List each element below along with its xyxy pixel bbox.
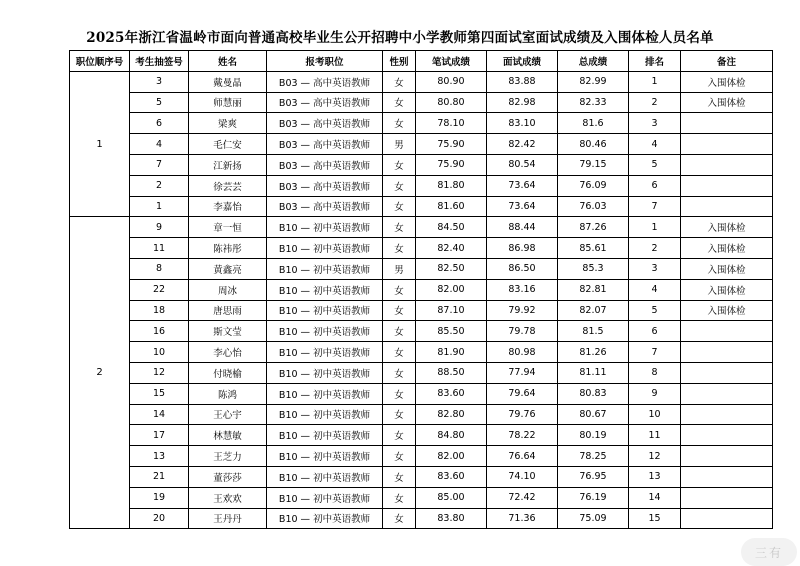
interview-score-cell: 83.88 <box>487 71 558 92</box>
rank-cell: 1 <box>629 217 681 238</box>
draw-number-cell: 9 <box>130 217 189 238</box>
remarks-cell: 入围体检 <box>681 300 773 321</box>
written-score-cell: 81.90 <box>416 342 487 363</box>
header-rank: 排名 <box>629 51 681 72</box>
candidate-name-cell: 王欢欢 <box>189 487 267 508</box>
written-score-cell: 82.50 <box>416 258 487 279</box>
candidate-name-cell: 陈祎彤 <box>189 238 267 259</box>
gender-cell: 女 <box>383 425 416 446</box>
table-row <box>70 113 773 134</box>
written-score-cell: 81.80 <box>416 175 487 196</box>
rank-cell: 7 <box>629 342 681 363</box>
position-cell: B10 — 初中英语教师 <box>267 321 383 342</box>
total-score-cell: 76.19 <box>558 487 629 508</box>
total-score-cell: 75.09 <box>558 508 629 529</box>
position-cell: B03 — 高中英语教师 <box>267 71 383 92</box>
table-row <box>70 321 773 342</box>
candidate-name-cell: 戴曼晶 <box>189 71 267 92</box>
interview-score-cell: 73.64 <box>487 175 558 196</box>
remarks-cell <box>681 321 773 342</box>
remarks-cell <box>681 175 773 196</box>
written-score-cell: 81.60 <box>416 196 487 217</box>
remarks-cell: 入围体检 <box>681 258 773 279</box>
rank-cell: 8 <box>629 362 681 383</box>
table-row <box>70 342 773 363</box>
remarks-cell <box>681 154 773 175</box>
total-score-cell: 81.11 <box>558 362 629 383</box>
table-row <box>70 196 773 217</box>
written-score-cell: 80.90 <box>416 71 487 92</box>
candidate-name-cell: 陈鸿 <box>189 383 267 404</box>
interview-score-cell: 88.44 <box>487 217 558 238</box>
candidate-name-cell: 王丹丹 <box>189 508 267 529</box>
written-score-cell: 82.80 <box>416 404 487 425</box>
candidate-name-cell: 黄鑫亮 <box>189 258 267 279</box>
gender-cell: 女 <box>383 446 416 467</box>
gender-cell: 女 <box>383 404 416 425</box>
position-cell: B10 — 初中英语教师 <box>267 300 383 321</box>
gender-cell: 女 <box>383 342 416 363</box>
interview-score-cell: 83.10 <box>487 113 558 134</box>
candidate-name-cell: 章一恒 <box>189 217 267 238</box>
draw-number-cell: 8 <box>130 258 189 279</box>
total-score-cell: 80.46 <box>558 134 629 155</box>
interview-score-cell: 79.76 <box>487 404 558 425</box>
remarks-cell <box>681 487 773 508</box>
remarks-cell: 入围体检 <box>681 217 773 238</box>
total-score-cell: 85.3 <box>558 258 629 279</box>
remarks-cell <box>681 508 773 529</box>
written-score-cell: 80.80 <box>416 92 487 113</box>
gender-cell: 女 <box>383 113 416 134</box>
candidate-name-cell: 梁爽 <box>189 113 267 134</box>
total-score-cell: 82.33 <box>558 92 629 113</box>
written-score-cell: 82.00 <box>416 279 487 300</box>
interview-score-cell: 80.98 <box>487 342 558 363</box>
header-draw-number: 考生抽签号 <box>130 51 189 72</box>
remarks-cell <box>681 362 773 383</box>
gender-cell: 女 <box>383 508 416 529</box>
gender-cell: 女 <box>383 466 416 487</box>
position-cell: B03 — 高中英语教师 <box>267 92 383 113</box>
draw-number-cell: 12 <box>130 362 189 383</box>
draw-number-cell: 17 <box>130 425 189 446</box>
table-row <box>70 92 773 113</box>
results-table <box>69 50 773 529</box>
interview-score-cell: 71.36 <box>487 508 558 529</box>
rank-cell: 7 <box>629 196 681 217</box>
position-cell: B10 — 初中英语教师 <box>267 217 383 238</box>
table-row <box>70 134 773 155</box>
rank-cell: 13 <box>629 466 681 487</box>
candidate-name-cell: 江新扬 <box>189 154 267 175</box>
position-cell: B10 — 初中英语教师 <box>267 383 383 404</box>
position-seq-cell: 1 <box>70 71 130 217</box>
gender-cell: 女 <box>383 279 416 300</box>
interview-score-cell: 76.64 <box>487 446 558 467</box>
draw-number-cell: 10 <box>130 342 189 363</box>
rank-cell: 6 <box>629 321 681 342</box>
position-cell: B10 — 初中英语教师 <box>267 258 383 279</box>
remarks-cell <box>681 342 773 363</box>
rank-cell: 3 <box>629 113 681 134</box>
interview-score-cell: 82.42 <box>487 134 558 155</box>
table-row <box>70 446 773 467</box>
gender-cell: 女 <box>383 71 416 92</box>
candidate-name-cell: 师慧丽 <box>189 92 267 113</box>
remarks-cell: 入围体检 <box>681 279 773 300</box>
total-score-cell: 81.6 <box>558 113 629 134</box>
total-score-cell: 80.67 <box>558 404 629 425</box>
gender-cell: 女 <box>383 154 416 175</box>
table-row <box>70 487 773 508</box>
rank-cell: 12 <box>629 446 681 467</box>
position-cell: B10 — 初中英语教师 <box>267 466 383 487</box>
interview-score-cell: 79.78 <box>487 321 558 342</box>
remarks-cell <box>681 134 773 155</box>
total-score-cell: 80.83 <box>558 383 629 404</box>
remarks-cell: 入围体检 <box>681 238 773 259</box>
remarks-cell <box>681 404 773 425</box>
position-cell: B10 — 初中英语教师 <box>267 508 383 529</box>
written-score-cell: 87.10 <box>416 300 487 321</box>
table-row <box>70 362 773 383</box>
interview-score-cell: 82.98 <box>487 92 558 113</box>
draw-number-cell: 6 <box>130 113 189 134</box>
candidate-name-cell: 周冰 <box>189 279 267 300</box>
position-cell: B10 — 初中英语教师 <box>267 487 383 508</box>
rank-cell: 10 <box>629 404 681 425</box>
draw-number-cell: 21 <box>130 466 189 487</box>
header-total-score: 总成绩 <box>558 51 629 72</box>
draw-number-cell: 13 <box>130 446 189 467</box>
table-row <box>70 71 773 92</box>
rank-cell: 5 <box>629 300 681 321</box>
total-score-cell: 76.95 <box>558 466 629 487</box>
rank-cell: 2 <box>629 238 681 259</box>
interview-score-cell: 72.42 <box>487 487 558 508</box>
written-score-cell: 83.80 <box>416 508 487 529</box>
written-score-cell: 82.40 <box>416 238 487 259</box>
remarks-cell: 入围体检 <box>681 92 773 113</box>
gender-cell: 女 <box>383 196 416 217</box>
position-cell: B10 — 初中英语教师 <box>267 404 383 425</box>
written-score-cell: 84.50 <box>416 217 487 238</box>
written-score-cell: 83.60 <box>416 466 487 487</box>
rank-cell: 11 <box>629 425 681 446</box>
interview-score-cell: 83.16 <box>487 279 558 300</box>
gender-cell: 女 <box>383 383 416 404</box>
draw-number-cell: 18 <box>130 300 189 321</box>
written-score-cell: 85.50 <box>416 321 487 342</box>
header-position-seq: 职位顺序号 <box>70 51 130 72</box>
table-row <box>70 217 773 238</box>
interview-score-cell: 86.50 <box>487 258 558 279</box>
total-score-cell: 78.25 <box>558 446 629 467</box>
header-name: 姓名 <box>189 51 267 72</box>
header-remarks: 备注 <box>681 51 773 72</box>
table-row <box>70 300 773 321</box>
gender-cell: 女 <box>383 362 416 383</box>
candidate-name-cell: 王芝力 <box>189 446 267 467</box>
header-written-score: 笔试成绩 <box>416 51 487 72</box>
written-score-cell: 75.90 <box>416 134 487 155</box>
table-row <box>70 154 773 175</box>
draw-number-cell: 4 <box>130 134 189 155</box>
table-row <box>70 279 773 300</box>
table-row <box>70 383 773 404</box>
position-cell: B03 — 高中英语教师 <box>267 196 383 217</box>
remarks-cell <box>681 466 773 487</box>
table-header-row <box>70 51 773 72</box>
total-score-cell: 76.09 <box>558 175 629 196</box>
table-row <box>70 175 773 196</box>
gender-cell: 男 <box>383 134 416 155</box>
draw-number-cell: 5 <box>130 92 189 113</box>
rank-cell: 5 <box>629 154 681 175</box>
gender-cell: 女 <box>383 175 416 196</box>
total-score-cell: 82.81 <box>558 279 629 300</box>
draw-number-cell: 15 <box>130 383 189 404</box>
written-score-cell: 83.60 <box>416 383 487 404</box>
total-score-cell: 82.07 <box>558 300 629 321</box>
header-position: 报考职位 <box>267 51 383 72</box>
remarks-cell <box>681 446 773 467</box>
gender-cell: 女 <box>383 487 416 508</box>
position-cell: B03 — 高中英语教师 <box>267 154 383 175</box>
draw-number-cell: 19 <box>130 487 189 508</box>
written-score-cell: 75.90 <box>416 154 487 175</box>
rank-cell: 2 <box>629 92 681 113</box>
candidate-name-cell: 王心宇 <box>189 404 267 425</box>
position-cell: B03 — 高中英语教师 <box>267 134 383 155</box>
remarks-cell <box>681 113 773 134</box>
candidate-name-cell: 徐芸芸 <box>189 175 267 196</box>
position-cell: B10 — 初中英语教师 <box>267 279 383 300</box>
candidate-name-cell: 董莎莎 <box>189 466 267 487</box>
gender-cell: 女 <box>383 300 416 321</box>
rank-cell: 4 <box>629 279 681 300</box>
position-cell: B10 — 初中英语教师 <box>267 238 383 259</box>
draw-number-cell: 7 <box>130 154 189 175</box>
draw-number-cell: 1 <box>130 196 189 217</box>
watermark-logo: 三有 <box>741 538 797 566</box>
interview-score-cell: 78.22 <box>487 425 558 446</box>
total-score-cell: 82.99 <box>558 71 629 92</box>
interview-score-cell: 73.64 <box>487 196 558 217</box>
draw-number-cell: 14 <box>130 404 189 425</box>
interview-score-cell: 77.94 <box>487 362 558 383</box>
total-score-cell: 80.19 <box>558 425 629 446</box>
table-row <box>70 508 773 529</box>
table-row <box>70 466 773 487</box>
position-cell: B10 — 初中英语教师 <box>267 342 383 363</box>
position-cell: B10 — 初中英语教师 <box>267 362 383 383</box>
written-score-cell: 84.80 <box>416 425 487 446</box>
candidate-name-cell: 付晓榆 <box>189 362 267 383</box>
remarks-cell <box>681 196 773 217</box>
interview-score-cell: 79.92 <box>487 300 558 321</box>
draw-number-cell: 2 <box>130 175 189 196</box>
written-score-cell: 78.10 <box>416 113 487 134</box>
rank-cell: 9 <box>629 383 681 404</box>
rank-cell: 6 <box>629 175 681 196</box>
rank-cell: 1 <box>629 71 681 92</box>
remarks-cell: 入围体检 <box>681 71 773 92</box>
draw-number-cell: 20 <box>130 508 189 529</box>
rank-cell: 4 <box>629 134 681 155</box>
gender-cell: 女 <box>383 238 416 259</box>
total-score-cell: 79.15 <box>558 154 629 175</box>
candidate-name-cell: 唐思雨 <box>189 300 267 321</box>
table-row <box>70 404 773 425</box>
header-gender: 性别 <box>383 51 416 72</box>
gender-cell: 女 <box>383 321 416 342</box>
position-cell: B10 — 初中英语教师 <box>267 446 383 467</box>
draw-number-cell: 22 <box>130 279 189 300</box>
rank-cell: 3 <box>629 258 681 279</box>
written-score-cell: 88.50 <box>416 362 487 383</box>
table-body <box>70 71 773 529</box>
written-score-cell: 82.00 <box>416 446 487 467</box>
rank-cell: 14 <box>629 487 681 508</box>
total-score-cell: 85.61 <box>558 238 629 259</box>
total-score-cell: 87.26 <box>558 217 629 238</box>
position-cell: B03 — 高中英语教师 <box>267 175 383 196</box>
remarks-cell <box>681 425 773 446</box>
draw-number-cell: 16 <box>130 321 189 342</box>
gender-cell: 女 <box>383 217 416 238</box>
interview-score-cell: 86.98 <box>487 238 558 259</box>
draw-number-cell: 3 <box>130 71 189 92</box>
total-score-cell: 81.26 <box>558 342 629 363</box>
remarks-cell <box>681 383 773 404</box>
rank-cell: 15 <box>629 508 681 529</box>
header-interview-score: 面试成绩 <box>487 51 558 72</box>
interview-score-cell: 79.64 <box>487 383 558 404</box>
table-row <box>70 258 773 279</box>
candidate-name-cell: 毛仁安 <box>189 134 267 155</box>
candidate-name-cell: 林慧敏 <box>189 425 267 446</box>
interview-score-cell: 74.10 <box>487 466 558 487</box>
page-title: 2025年浙江省温岭市面向普通高校毕业生公开招聘中小学教师第四面试室面试成绩及入围体检人员名单 <box>86 30 714 46</box>
position-seq-cell: 2 <box>70 217 130 529</box>
gender-cell: 女 <box>383 92 416 113</box>
gender-cell: 男 <box>383 258 416 279</box>
interview-score-cell: 80.54 <box>487 154 558 175</box>
total-score-cell: 76.03 <box>558 196 629 217</box>
written-score-cell: 85.00 <box>416 487 487 508</box>
total-score-cell: 81.5 <box>558 321 629 342</box>
candidate-name-cell: 斯文莹 <box>189 321 267 342</box>
position-cell: B03 — 高中英语教师 <box>267 113 383 134</box>
draw-number-cell: 11 <box>130 238 189 259</box>
position-cell: B10 — 初中英语教师 <box>267 425 383 446</box>
table-row <box>70 238 773 259</box>
candidate-name-cell: 李心怡 <box>189 342 267 363</box>
table-row <box>70 425 773 446</box>
candidate-name-cell: 李嘉怡 <box>189 196 267 217</box>
